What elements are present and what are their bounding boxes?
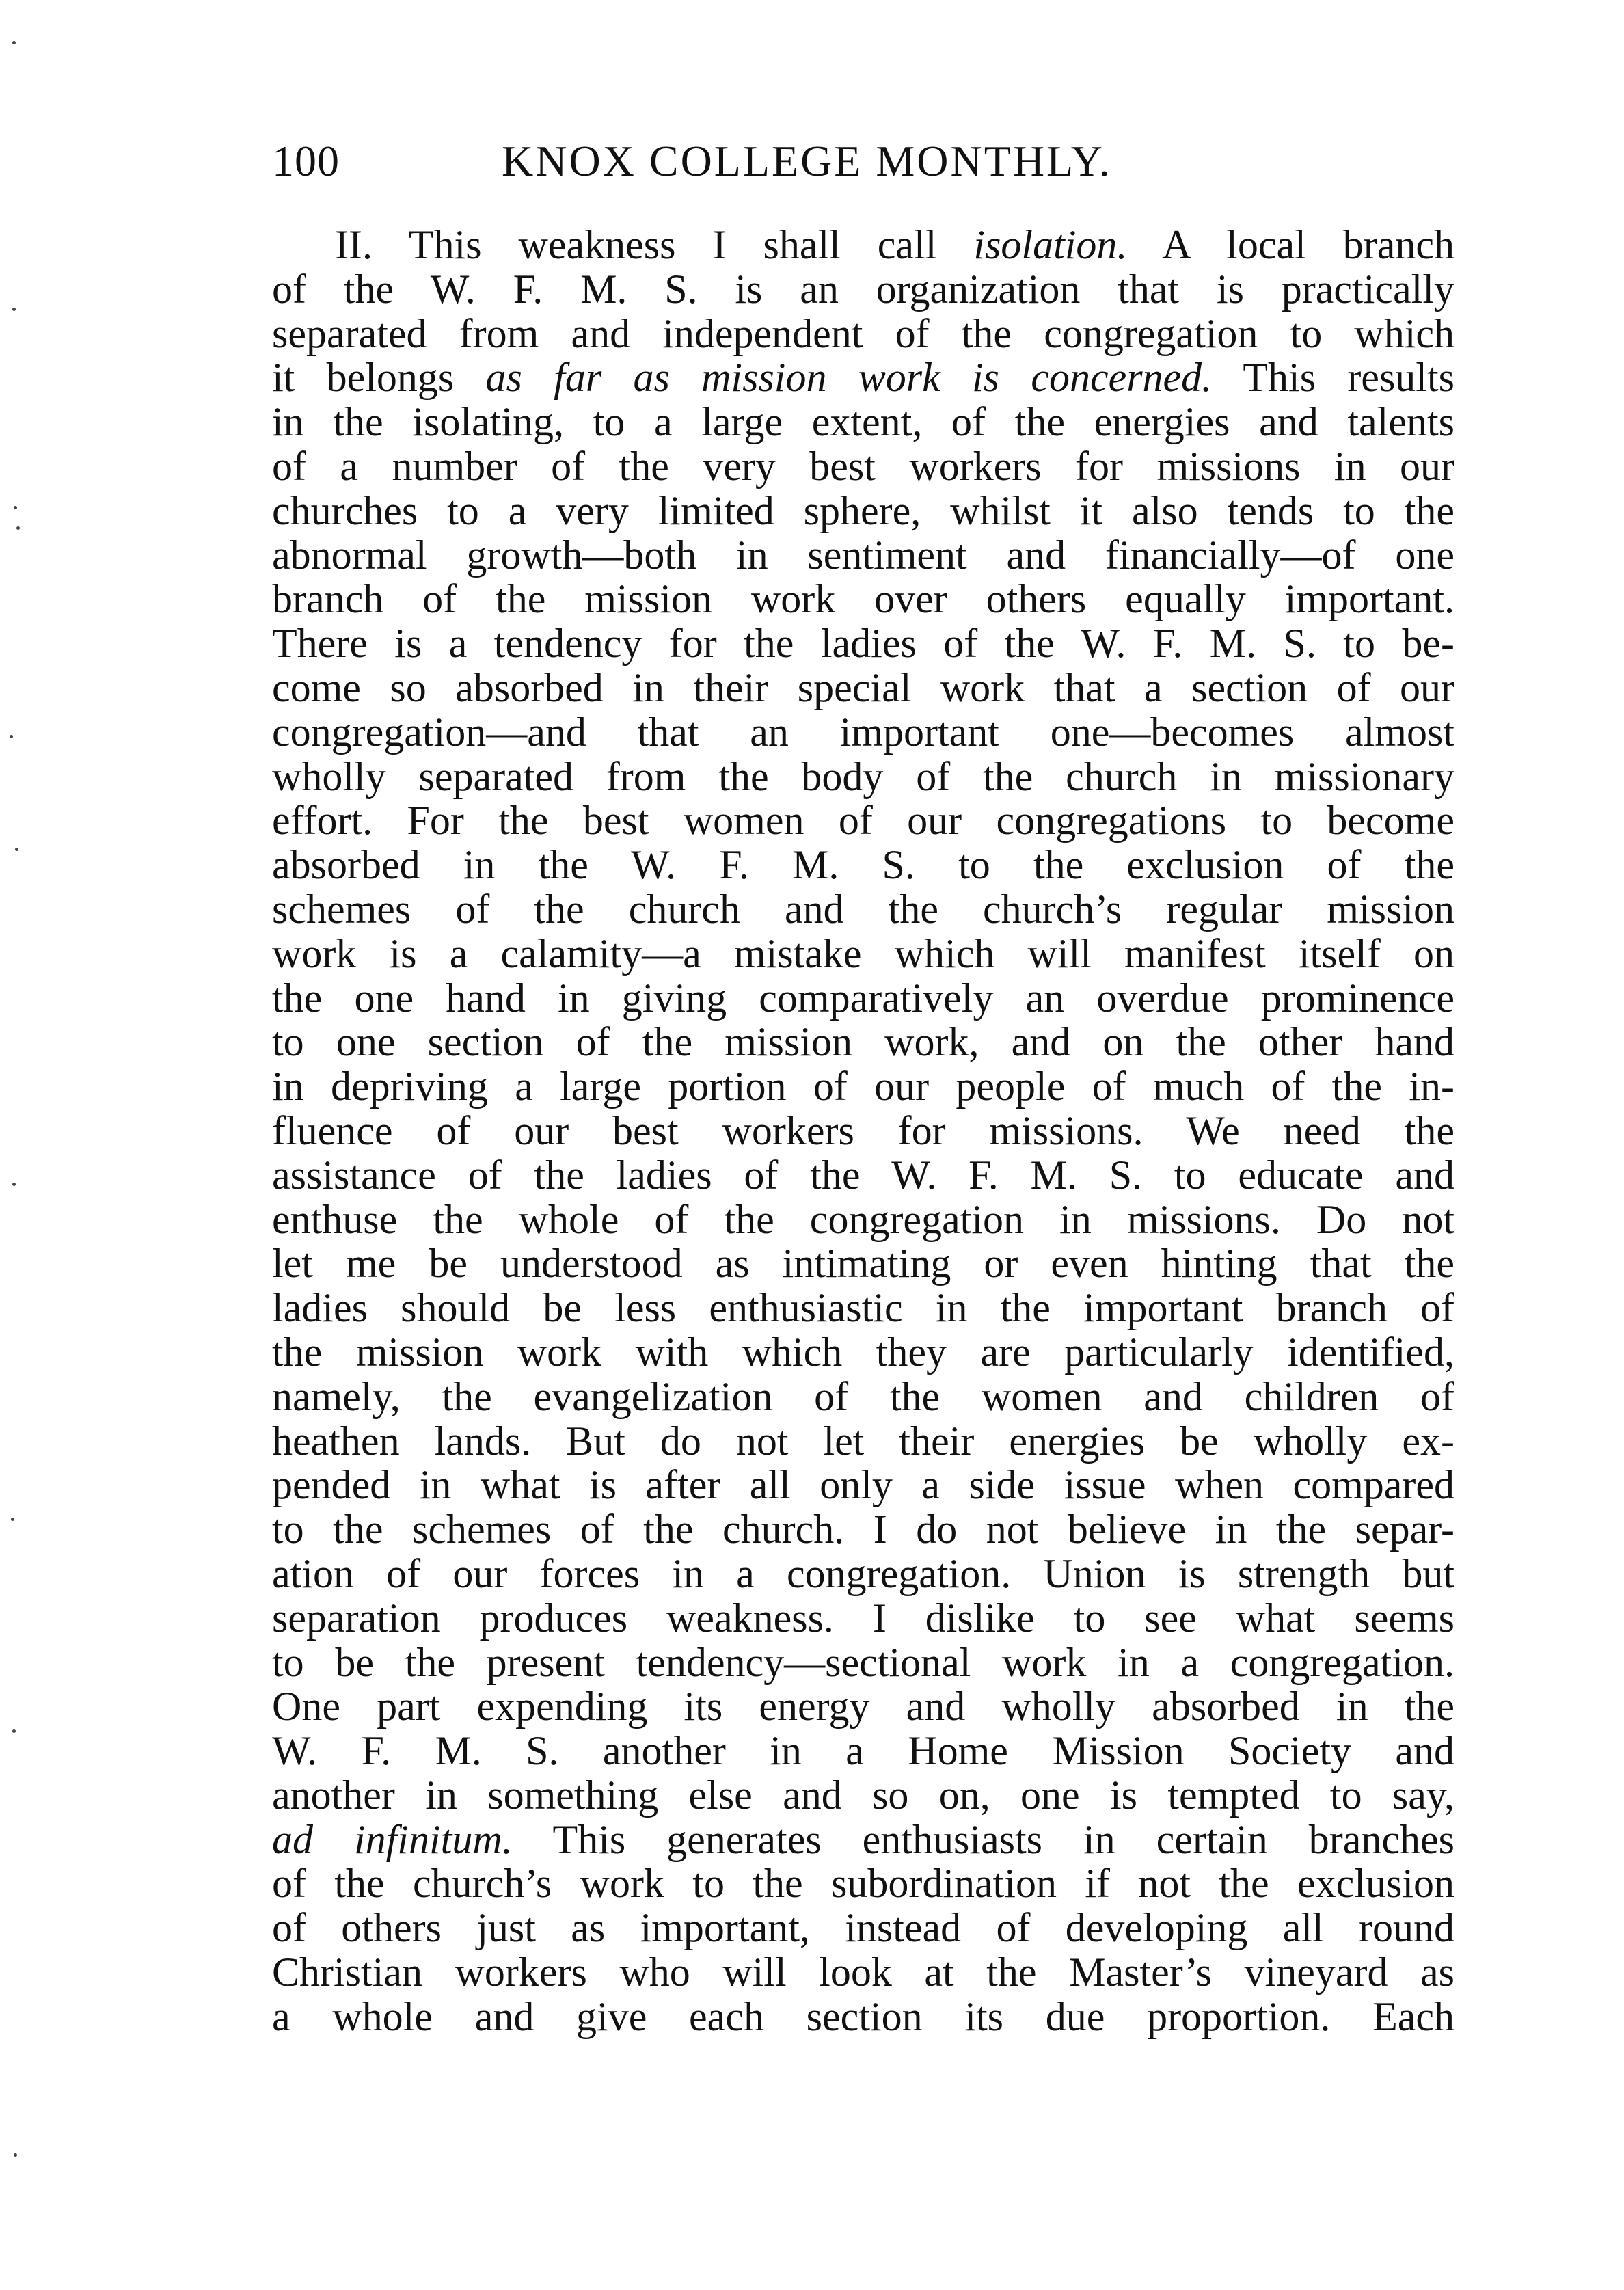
text-segment: in depriving a large portion of our people of much of the in- xyxy=(272,1064,1454,1109)
text-segment: in the isolating, to a large extent, of the energies and talents xyxy=(272,399,1454,445)
text-line xyxy=(272,577,1454,621)
text-line xyxy=(272,533,1454,578)
text-line xyxy=(272,1109,1454,1153)
text-line xyxy=(272,1507,1454,1552)
scan-speck xyxy=(12,1183,16,1186)
text-segment: namely, the evangelization of the women and children of xyxy=(272,1373,1454,1419)
text-line xyxy=(272,355,1454,400)
text-line xyxy=(272,1773,1454,1818)
text-segment: separation produces weakness. I dislike to see what seems xyxy=(272,1595,1454,1641)
text-line xyxy=(272,1596,1454,1641)
text-line xyxy=(272,1330,1454,1375)
scan-speck xyxy=(12,1729,16,1733)
scan-speck xyxy=(14,2153,17,2157)
text-segment: of a number of the very best workers for missions in our xyxy=(272,443,1454,489)
text-segment: wholly separated from the body of the church in missionary xyxy=(272,753,1454,799)
scan-speck xyxy=(11,1518,14,1521)
text-segment: This generates enthusiasts in certain branches xyxy=(512,1816,1454,1862)
text-segment: separated from and independent of the congregation to which xyxy=(272,310,1454,356)
text-line xyxy=(272,1641,1454,1685)
text-segment: of the church’s work to the subordination if not the exclusion xyxy=(272,1861,1454,1907)
page-number: 100 xyxy=(272,137,340,185)
text-segment: abnormal growth—both in sentiment and financially—of one xyxy=(272,532,1454,578)
text-segment: Christian workers who will look at the Master’s vineyard as xyxy=(272,1950,1454,1995)
text-line xyxy=(272,1419,1454,1464)
text-segment: come so absorbed in their special work that a section of our xyxy=(272,664,1454,710)
text-line xyxy=(272,887,1454,932)
text-segment: enthuse the whole of the congregation in missions. Do not xyxy=(272,1196,1454,1242)
text-line xyxy=(272,312,1454,356)
text-line xyxy=(272,843,1454,887)
text-segment: to the schemes of the church. I do not believe in the separ- xyxy=(272,1507,1454,1552)
body-paragraph xyxy=(272,223,1454,2039)
text-segment: of others just as important, instead of developing all round xyxy=(272,1905,1454,1951)
scan-speck xyxy=(12,308,16,311)
text-segment: work is a calamity—a mistake which will manifest itself on xyxy=(272,930,1454,976)
text-segment: assistance of the ladies of the W. F. M. S. to educate and xyxy=(272,1152,1454,1198)
text-line xyxy=(272,1020,1454,1064)
text-segment: a whole and give each section its due proportion. Each xyxy=(272,1993,1454,2039)
text-segment: effort. For the best women of our congregations to become xyxy=(272,798,1454,844)
text-line xyxy=(272,1950,1454,1995)
text-line xyxy=(272,223,1454,267)
scan-speck xyxy=(14,506,17,509)
text-segment: heathen lands. But do not let their energies be wholly ex- xyxy=(272,1418,1454,1464)
text-line xyxy=(272,1861,1454,1906)
text-line xyxy=(272,755,1454,799)
text-segment: schemes of the church and the church’s regular mission xyxy=(272,886,1454,932)
italic-text: as far as mission work is concerned. xyxy=(485,355,1213,401)
text-line xyxy=(272,444,1454,489)
italic-text: ad infinitum. xyxy=(272,1816,513,1862)
scan-speck xyxy=(10,735,13,738)
text-line xyxy=(272,489,1454,533)
scan-speck xyxy=(15,848,18,851)
scan-speck xyxy=(12,41,16,44)
text-line xyxy=(272,1375,1454,1419)
text-line xyxy=(272,666,1454,710)
text-segment: to be the present tendency—sectional work in a congregation. xyxy=(272,1639,1454,1685)
text-segment: ation of our forces in a congregation. Union is strength but xyxy=(272,1550,1454,1596)
text-line xyxy=(272,1552,1454,1596)
text-line xyxy=(272,932,1454,976)
page-header xyxy=(272,134,1448,189)
text-line xyxy=(272,1906,1454,1950)
text-line xyxy=(272,1064,1454,1109)
text-line xyxy=(272,1463,1454,1507)
text-line xyxy=(272,710,1454,755)
text-line xyxy=(272,1729,1454,1773)
text-segment: the one hand in giving comparatively an overdue prominence xyxy=(272,975,1454,1021)
text-segment: This results xyxy=(1212,355,1454,401)
text-segment: W. F. M. S. another in a Home Mission Society and xyxy=(272,1728,1454,1774)
text-segment: pended in what is after all only a side issue when compared xyxy=(272,1462,1454,1508)
text-segment: churches to a very limited sphere, whilst it also tends to the xyxy=(272,487,1454,533)
text-line xyxy=(272,1818,1454,1862)
text-segment: of the W. F. M. S. is an organization that is practically xyxy=(272,266,1454,312)
text-segment: ladies should be less enthusiastic in the important branch of xyxy=(272,1285,1454,1331)
text-segment: let me be understood as intimating or even hinting that the xyxy=(272,1241,1454,1287)
text-line xyxy=(272,1286,1454,1330)
text-segment: congregation—and that an important one—becomes almost xyxy=(272,709,1454,755)
text-segment: A local branch xyxy=(1127,222,1455,267)
text-segment: II. This weakness I shall call xyxy=(335,222,974,267)
text-segment: it belongs xyxy=(272,355,486,401)
text-segment: There is a tendency for the ladies of the W. F. M. S. to be- xyxy=(272,621,1454,666)
text-line xyxy=(272,621,1454,666)
text-segment: fluence of our best workers for missions. We need the xyxy=(272,1107,1454,1153)
text-line xyxy=(272,798,1454,843)
scan-speck xyxy=(16,526,20,530)
text-line xyxy=(272,1684,1454,1729)
text-line xyxy=(272,976,1454,1021)
text-segment: to one section of the mission work, and on the other hand xyxy=(272,1019,1454,1065)
text-line xyxy=(272,1995,1454,2039)
text-line xyxy=(272,1198,1454,1242)
text-line xyxy=(272,1241,1454,1286)
text-line xyxy=(272,1153,1454,1198)
text-line xyxy=(272,267,1454,312)
text-segment: absorbed in the W. F. M. S. to the exclusion of the xyxy=(272,842,1454,888)
text-segment: another in something else and so on, one is tempted to say, xyxy=(272,1772,1454,1818)
text-segment: the mission work with which they are particularly identified, xyxy=(272,1329,1454,1375)
italic-text: isolation. xyxy=(973,222,1128,267)
running-title: KNOX COLLEGE MONTHLY. xyxy=(502,137,1112,185)
text-line xyxy=(272,400,1454,444)
text-segment: One part expending its energy and wholly absorbed in the xyxy=(272,1684,1454,1729)
text-segment: branch of the mission work over others equally important. xyxy=(272,576,1454,622)
